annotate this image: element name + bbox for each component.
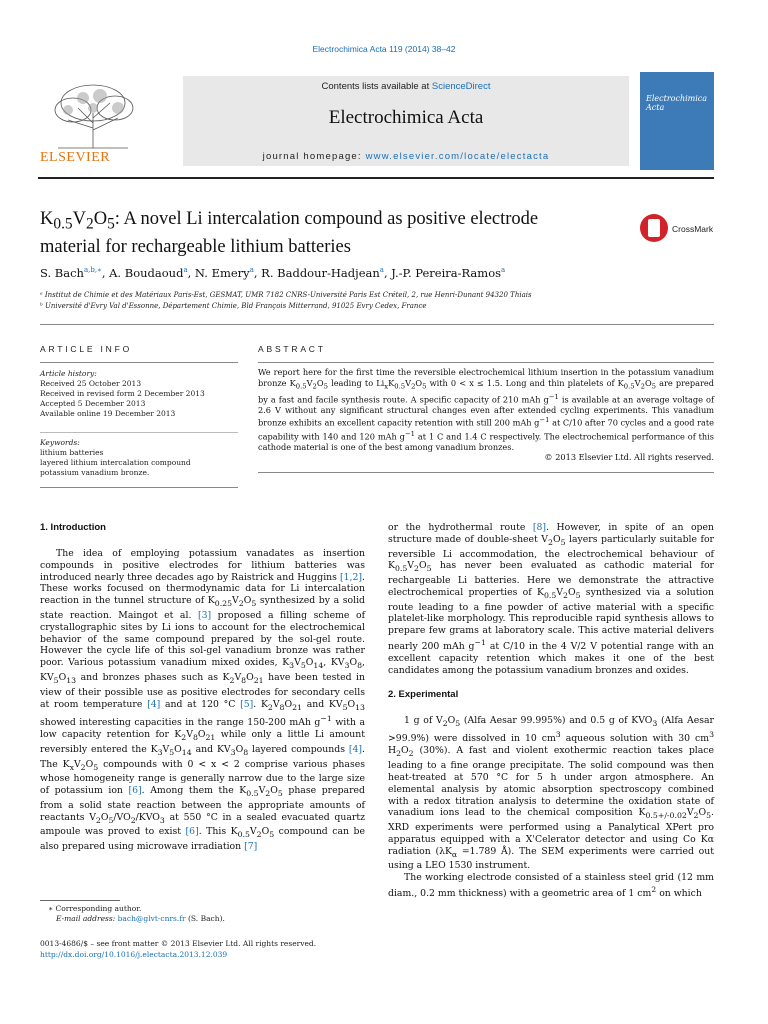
experimental-paragraph: 1 g of $V_2O_5$ (Alfa Aesar 99.995%) and 0.5 g of $KVO_3$ (Alfa Aesar >99.9%) were dissolved in 10 $cm^3$ aqueous solution with 30 $cm^3$ $H_2O_2$ (30%). A fast and violent exothermic reaction takes place leading to a fine orange precipitate. The solid compound was then heat-treated at 570 °C for 5 h under argon atmosphere. An elemental analysis by atomic absorption spectroscopy combined with a redox titration analysis to determine the oxidation state of vanadium ions lead to the chemical composition $K_{0.5+/-0.02}V_2O_5$. XRD experiments were performed using a Panalytical XPert pro apparatus equipped with a X'Celerator detector and using Co Kα radiation ($\lambda K_\alpha =1.789$ Å). The SEM experiments were carried out using a LEO 1530 instrument. — [388, 714, 715, 872]
author-list: S. Bach$^{a,b,∗}$, A. Boudaoud$^a$, N. Emery$^a$, R. Baddour-Hadjean$^a$, J.-P. Pereira-Ramos$^a$ — [40, 266, 506, 280]
abstract-rule — [258, 362, 714, 363]
history-label: Article history: — [40, 369, 97, 378]
abstract-body — [258, 367, 714, 463]
abstract-bottom-rule — [258, 472, 714, 473]
history-accepted: Accepted 5 December 2013 — [40, 399, 146, 408]
journal-citation[interactable]: Electrochimica Acta 119 (2014) 38–42 — [312, 44, 456, 54]
section-heading-experimental: 2. Experimental — [388, 688, 459, 700]
email-line — [40, 914, 360, 924]
history-revised: Received in revised form 2 December 2013 — [40, 389, 205, 398]
journal-name: Electrochimica Acta — [328, 107, 484, 128]
article-title: $K_{0.5}V_2O_5$: A novel Li intercalation compound as positive electrode material for rechargeable lithium batteries — [40, 209, 539, 257]
abstract-text: We report here for the first time the reversible electrochemical lithium insertion in the potassium vanadium bronze $K_{0.5}V_2O_5$ leading to $Li_xK_{0.5}V_2O_5$ with 0 < x ≤ 1.5. Long and thin platelets of $K_{0.5}V_2O_5$ are prepared by a fast and facile synthesis route. A specific capacity of 210 mAh $g^{-1}$ is available at an average voltage of 2.6 V without any significant structural changes even after extended cycling experiments. This vanadium bronze exhibits an excellent capacity retention with still 200 mAh $g^{-1}$ at C/10 after 70 cycles and a good rate capability with 140 and 120 mAh $g^{-1}$ at 1 C and 1.4 C respectively. The electrochemical performance of this cathode material is one of the best among vanadium bronzes. — [258, 367, 715, 452]
contents-prefix: Contents lists available at — [321, 81, 432, 92]
article-info-rule — [40, 362, 238, 363]
affiliation-b: ᵇ Université d'Evry Val d'Essonne, Département Chimie, Bld François Mitterrand, 91025 Evry Cedex, France — [40, 302, 427, 310]
author-email-link[interactable]: bach@glvt-cnrs.fr — [117, 914, 186, 923]
section-heading-introduction: 1. Introduction — [40, 522, 106, 533]
crossmark-bookmark-shape — [648, 219, 660, 237]
homepage-prefix: journal homepage: — [262, 151, 366, 162]
journal-homepage-line — [183, 151, 629, 162]
intro-paragraph-continued: or the hydrothermal route [8]. However, in spite of an open structure made of double-sheet $V_2O_5$ layers particularly suitable for reversible Li accommodation, the electrochemical behaviour of $K_{0.5}V_2O_5$ has never been evaluated as cathodic material for rechargeable Li batteries. Here we demonstrate the attractive electrochemical properties of $K_{0.5}V_2O_5$ synthesized via a solution route leading to a fine powder of active material with a specific platelet-like morphology. This reproducible rapid synthesis allows to prepare few grams at laboratory scale. This active material delivers nearly 200 mAh $g^{-1}$ at C/10 in the 4 V/2 V potential range with an excellent capacity retention which makes it one of the best candidates among the potassium vanadium bronzes and oxides. — [388, 522, 714, 676]
email-suffix: (S. Bach). — [185, 914, 225, 923]
keywords — [40, 438, 240, 478]
homepage-link[interactable]: www.elsevier.com/locate/electacta — [365, 151, 550, 162]
corresponding-author-note: ∗ Corresponding author. — [48, 904, 142, 913]
header-rule — [38, 177, 714, 179]
contents-line — [183, 81, 629, 92]
abstract-copyright: © 2013 Elsevier Ltd. All rights reserved. — [544, 452, 714, 463]
article-info-bottom-rule — [40, 487, 238, 488]
keyword-item: layered lithium intercalation compound — [40, 458, 191, 467]
article-history — [40, 369, 240, 419]
body-column-left — [40, 522, 365, 853]
body-column-right — [388, 522, 714, 900]
front-matter — [40, 938, 400, 960]
crossmark-label[interactable]: CrossMark — [672, 224, 714, 234]
footnote-rule — [40, 900, 120, 901]
elsevier-wordmark: ELSEVIER — [40, 150, 111, 165]
history-online: Available online 19 December 2013 — [40, 409, 176, 418]
sciencedirect-link[interactable]: ScienceDirect — [431, 81, 491, 92]
intro-paragraph: The idea of employing potassium vanadates as insertion compounds in positive electrodes for lithium batteries was introduced nearly three decades ago by Raistrick and Huggins [1,2]. These works focused on thermodynamic data for Li intercalation reaction in the tunnel structure of $K_{0.25}V_2O_5$ synthesized by a solid state reaction. Maingot et al. [3] proposed a filling scheme of crystallographic sites by Li ions to account for the electrochemical behavior of the same compound prepared by the sol-gel route. However the cycle life of this sol-gel vanadium bronze was rather poor. Various potassium vanadium mixed oxides, $K_3V_5O_{14}$, $KV_3O_8$, $KV_5O_{13}$ and bronzes phases such as $K_2V_8O_{21}$ have been tested in view of their possible use as positive electrodes for secondary cells at room temperature [4] and at 120 °C [5]. $K_2V_8O_{21}$ and $KV_5O_{13}$ showed interesting capacities in the range 150-200 mAh $g^{-1}$ with a low capacity retention for $K_2V_8O_{21}$ while only a little Li amount reversibly entered the $K_3V_5O_{14}$ and $KV_3O_8$ layered compounds [4]. The $K_xV_2O_5$ compounds with 0 < x < 2 comprise various phases whose homogeneity range is generally narrow due to the large size of potassium ion [6]. Among them the $K_{0.5}V_2O_5$ phase prepared from a solid state reaction between the appropriate amounts of reactants $V_2O_5/VO_2/KVO_3$ at 550 °C in a sealed evacuated quartz ampoule was proved to exist [6]. This $K_{0.5}V_2O_5$ compound can be also prepared using microwave irradiation [7] — [40, 547, 366, 853]
journal-cover-image[interactable] — [640, 72, 714, 170]
email-label: E-mail address: — [56, 914, 118, 923]
cover-title: Electrochimica Acta — [646, 94, 708, 112]
experimental-paragraph: The working electrode consisted of a stainless steel grid (12 mm diam., 0.2 mm thickness) with a geometric area of 1 $cm^2$ on which — [388, 872, 714, 900]
issn-line: 0013-4686/$ – see front matter © 2013 Elsevier Ltd. All rights reserved. — [40, 939, 317, 948]
abstract-heading: ABSTRACT — [258, 344, 326, 354]
keyword-item: lithium batteries — [40, 448, 104, 457]
keyword-item: potassium vanadium bronze. — [40, 468, 150, 477]
footnote — [40, 904, 360, 924]
affiliation-a: ᵃ Institut de Chimie et des Matériaux Paris-Est, GESMAT, UMR 7182 CNRS-Université Paris Est Créteil, 2, rue Henri-Dunant 94320 Thiais — [40, 291, 532, 299]
article-info-heading: ARTICLE INFO — [40, 344, 133, 354]
authors-rule — [40, 324, 714, 325]
article-info-divider — [40, 432, 238, 433]
history-received: Received 25 October 2013 — [40, 379, 142, 388]
doi-link[interactable]: http://dx.doi.org/10.1016/j.electacta.2013.12.039 — [40, 950, 228, 959]
keywords-label: Keywords: — [40, 438, 80, 447]
